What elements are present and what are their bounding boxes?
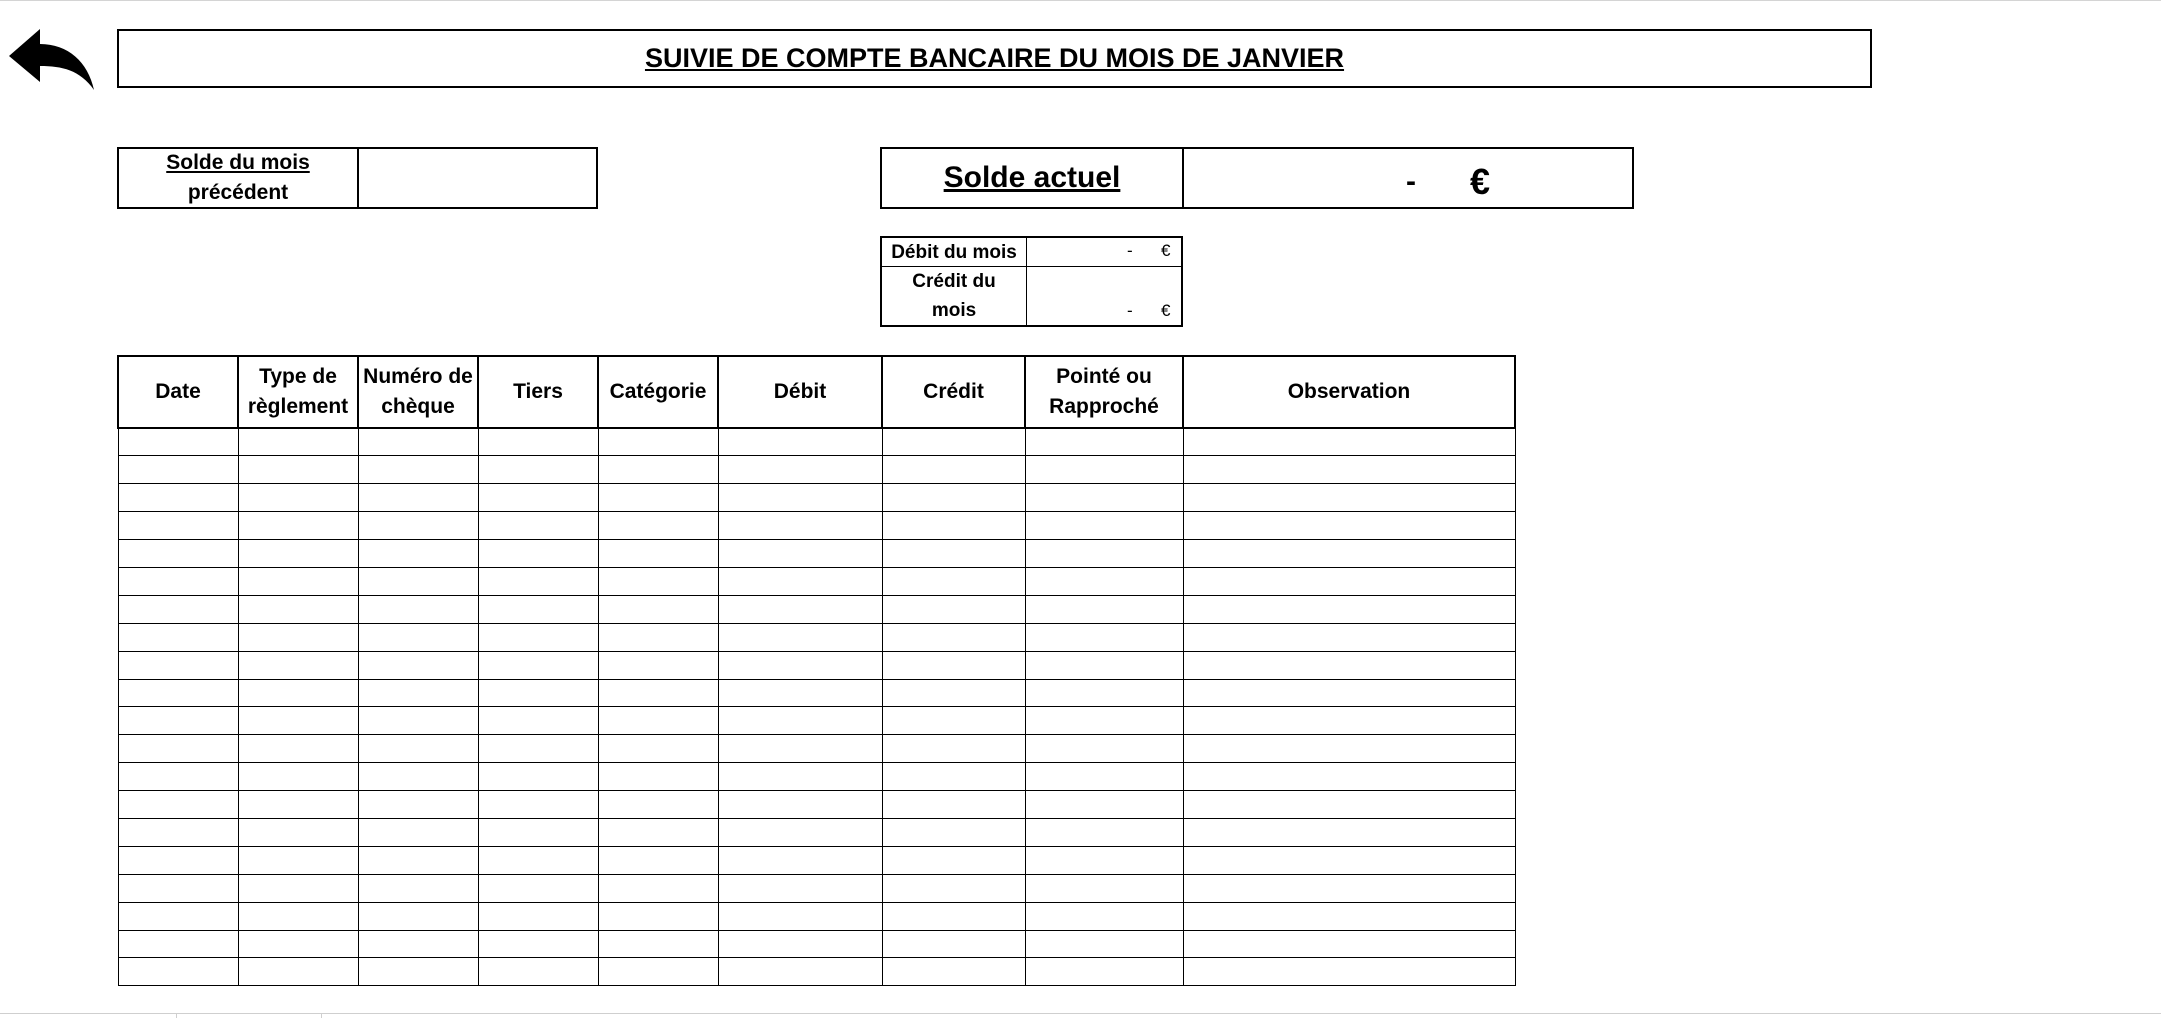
cell-reconciled[interactable] <box>1025 791 1183 819</box>
table-row <box>118 902 1515 930</box>
cell-debit[interactable] <box>718 651 882 679</box>
header-observation: Observation <box>1183 356 1515 428</box>
monthly-debit-label-cell <box>882 238 1027 266</box>
cell-credit[interactable] <box>882 791 1025 819</box>
monthly-credit-label-line1: Crédit du <box>912 271 996 292</box>
sheet-bottom-border <box>0 1013 2161 1014</box>
monthly-credit-row <box>882 267 1181 325</box>
cell-payment-type[interactable] <box>238 930 358 958</box>
cell-debit[interactable] <box>718 540 882 568</box>
cell-payment-type[interactable] <box>238 763 358 791</box>
table-row <box>118 567 1515 595</box>
cell-date[interactable] <box>118 735 238 763</box>
cell-date[interactable] <box>118 902 238 930</box>
table-row <box>118 735 1515 763</box>
cell-category[interactable] <box>598 846 718 874</box>
cell-observation[interactable] <box>1183 958 1515 986</box>
cell-observation[interactable] <box>1183 846 1515 874</box>
cell-category[interactable] <box>598 484 718 512</box>
cell-payment-type[interactable] <box>238 623 358 651</box>
cell-debit[interactable] <box>718 846 882 874</box>
cell-reconciled[interactable] <box>1025 707 1183 735</box>
cell-debit[interactable] <box>718 595 882 623</box>
cell-credit[interactable] <box>882 930 1025 958</box>
table-row <box>118 818 1515 846</box>
cell-debit[interactable] <box>718 456 882 484</box>
cell-payment-type[interactable] <box>238 902 358 930</box>
cell-cheque-number[interactable] <box>358 735 478 763</box>
current-balance-value: - <box>1406 165 1416 198</box>
table-row <box>118 874 1515 902</box>
ledger-body <box>118 428 1515 986</box>
cell-debit[interactable] <box>718 679 882 707</box>
cell-date[interactable] <box>118 512 238 540</box>
cell-category[interactable] <box>598 874 718 902</box>
cell-credit[interactable] <box>882 902 1025 930</box>
cell-reconciled[interactable] <box>1025 512 1183 540</box>
cell-debit[interactable] <box>718 623 882 651</box>
cell-date[interactable] <box>118 930 238 958</box>
cell-observation[interactable] <box>1183 707 1515 735</box>
cell-date[interactable] <box>118 763 238 791</box>
cell-cheque-number[interactable] <box>358 623 478 651</box>
cell-third-party[interactable] <box>478 958 598 986</box>
cell-category[interactable] <box>598 512 718 540</box>
cell-debit[interactable] <box>718 791 882 819</box>
header-debit: Débit <box>718 356 882 428</box>
monthly-debit-label: Débit du mois <box>891 241 1017 263</box>
table-row <box>118 679 1515 707</box>
cell-reconciled[interactable] <box>1025 428 1183 456</box>
cell-third-party[interactable] <box>478 428 598 456</box>
ledger-header-row <box>118 356 1515 428</box>
monthly-credit-value: - <box>1127 301 1133 320</box>
cell-third-party[interactable] <box>478 679 598 707</box>
current-balance-value-cell[interactable] <box>1184 149 1632 207</box>
table-row <box>118 763 1515 791</box>
cell-reconciled[interactable] <box>1025 540 1183 568</box>
cell-payment-type[interactable] <box>238 791 358 819</box>
cell-payment-type[interactable] <box>238 484 358 512</box>
cell-third-party[interactable] <box>478 735 598 763</box>
cell-date[interactable] <box>118 651 238 679</box>
cell-payment-type[interactable] <box>238 707 358 735</box>
cell-date[interactable] <box>118 484 238 512</box>
cell-third-party[interactable] <box>478 930 598 958</box>
cell-observation[interactable] <box>1183 567 1515 595</box>
cell-debit[interactable] <box>718 874 882 902</box>
cell-observation[interactable] <box>1183 902 1515 930</box>
cell-category[interactable] <box>598 679 718 707</box>
table-row <box>118 846 1515 874</box>
cell-credit[interactable] <box>882 735 1025 763</box>
cell-cheque-number[interactable] <box>358 902 478 930</box>
monthly-debit-value-cell[interactable] <box>1027 238 1181 266</box>
cell-cheque-number[interactable] <box>358 930 478 958</box>
cell-third-party[interactable] <box>478 512 598 540</box>
previous-balance-box <box>117 147 598 209</box>
cell-observation[interactable] <box>1183 735 1515 763</box>
cell-credit[interactable] <box>882 484 1025 512</box>
cell-third-party[interactable] <box>478 456 598 484</box>
cell-payment-type[interactable] <box>238 567 358 595</box>
header-category: Catégorie <box>598 356 718 428</box>
cell-credit[interactable] <box>882 874 1025 902</box>
cell-cheque-number[interactable] <box>358 651 478 679</box>
header-credit: Crédit <box>882 356 1025 428</box>
cell-observation[interactable] <box>1183 623 1515 651</box>
header-reconciled: Pointé ou Rapproché <box>1025 356 1183 428</box>
cell-credit[interactable] <box>882 623 1025 651</box>
cell-reconciled[interactable] <box>1025 818 1183 846</box>
cell-credit[interactable] <box>882 456 1025 484</box>
cell-reconciled[interactable] <box>1025 567 1183 595</box>
cell-category[interactable] <box>598 567 718 595</box>
cell-payment-type[interactable] <box>238 456 358 484</box>
sheet-tab-edge <box>176 1013 322 1018</box>
cell-third-party[interactable] <box>478 484 598 512</box>
cell-observation[interactable] <box>1183 540 1515 568</box>
cell-date[interactable] <box>118 874 238 902</box>
cell-reconciled[interactable] <box>1025 651 1183 679</box>
header-payment-type: Type de règlement <box>238 356 358 428</box>
cell-date[interactable] <box>118 595 238 623</box>
cell-observation[interactable] <box>1183 651 1515 679</box>
current-balance-label-cell <box>882 149 1184 207</box>
previous-balance-label-line1: Solde du mois <box>166 151 310 174</box>
cell-third-party[interactable] <box>478 707 598 735</box>
cell-third-party[interactable] <box>478 623 598 651</box>
cell-date[interactable] <box>118 623 238 651</box>
cell-third-party[interactable] <box>478 874 598 902</box>
cell-cheque-number[interactable] <box>358 456 478 484</box>
cell-credit[interactable] <box>882 707 1025 735</box>
cell-category[interactable] <box>598 818 718 846</box>
cell-credit[interactable] <box>882 651 1025 679</box>
cell-credit[interactable] <box>882 428 1025 456</box>
table-row <box>118 958 1515 986</box>
cell-reconciled[interactable] <box>1025 930 1183 958</box>
cell-debit[interactable] <box>718 428 882 456</box>
cell-credit[interactable] <box>882 595 1025 623</box>
monthly-debit-euro-icon: € <box>1161 241 1171 260</box>
window-top-border <box>0 0 2161 1</box>
cell-date[interactable] <box>118 958 238 986</box>
cell-credit[interactable] <box>882 763 1025 791</box>
cell-payment-type[interactable] <box>238 651 358 679</box>
table-row <box>118 595 1515 623</box>
cell-credit[interactable] <box>882 567 1025 595</box>
cell-debit[interactable] <box>718 763 882 791</box>
cell-payment-type[interactable] <box>238 679 358 707</box>
header-cheque-number: Numéro de chèque <box>358 356 478 428</box>
cell-credit[interactable] <box>882 512 1025 540</box>
cell-payment-type[interactable] <box>238 540 358 568</box>
cell-debit[interactable] <box>718 818 882 846</box>
cell-payment-type[interactable] <box>238 428 358 456</box>
cell-date[interactable] <box>118 818 238 846</box>
cell-payment-type[interactable] <box>238 958 358 986</box>
cell-credit[interactable] <box>882 540 1025 568</box>
cell-cheque-number[interactable] <box>358 707 478 735</box>
cell-debit[interactable] <box>718 707 882 735</box>
monthly-credit-label-cell <box>882 267 1027 325</box>
table-row <box>118 540 1515 568</box>
cell-observation[interactable] <box>1183 818 1515 846</box>
cell-payment-type[interactable] <box>238 735 358 763</box>
cell-cheque-number[interactable] <box>358 512 478 540</box>
cell-date[interactable] <box>118 679 238 707</box>
cell-cheque-number[interactable] <box>358 846 478 874</box>
cell-payment-type[interactable] <box>238 512 358 540</box>
previous-balance-value-cell[interactable] <box>359 149 596 207</box>
cell-reconciled[interactable] <box>1025 846 1183 874</box>
cell-reconciled[interactable] <box>1025 679 1183 707</box>
ledger-table-wrapper <box>117 355 1516 986</box>
table-row <box>118 484 1515 512</box>
cell-cheque-number[interactable] <box>358 874 478 902</box>
cell-reconciled[interactable] <box>1025 874 1183 902</box>
cell-category[interactable] <box>598 456 718 484</box>
sheet-title: SUIVIE DE COMPTE BANCAIRE DU MOIS DE JANVIER <box>644 43 1345 73</box>
cell-debit[interactable] <box>718 735 882 763</box>
monthly-credit-label-line2: mois <box>931 300 977 321</box>
cell-observation[interactable] <box>1183 595 1515 623</box>
cell-cheque-number[interactable] <box>358 484 478 512</box>
cell-date[interactable] <box>118 567 238 595</box>
cell-reconciled[interactable] <box>1025 902 1183 930</box>
cell-category[interactable] <box>598 930 718 958</box>
cell-third-party[interactable] <box>478 567 598 595</box>
cell-cheque-number[interactable] <box>358 567 478 595</box>
table-row <box>118 456 1515 484</box>
cell-date[interactable] <box>118 846 238 874</box>
cell-credit[interactable] <box>882 679 1025 707</box>
header-third-party: Tiers <box>478 356 598 428</box>
table-row <box>118 707 1515 735</box>
cell-category[interactable] <box>598 428 718 456</box>
table-row <box>118 428 1515 456</box>
cell-payment-type[interactable] <box>238 846 358 874</box>
cell-category[interactable] <box>598 735 718 763</box>
cell-third-party[interactable] <box>478 902 598 930</box>
table-row <box>118 651 1515 679</box>
cell-date[interactable] <box>118 791 238 819</box>
cell-payment-type[interactable] <box>238 595 358 623</box>
cell-category[interactable] <box>598 958 718 986</box>
monthly-debit-value: - <box>1127 241 1133 260</box>
cell-category[interactable] <box>598 707 718 735</box>
cell-third-party[interactable] <box>478 846 598 874</box>
current-balance-box <box>880 147 1634 209</box>
monthly-totals-box <box>880 236 1183 327</box>
cell-observation[interactable] <box>1183 456 1515 484</box>
cell-observation[interactable] <box>1183 791 1515 819</box>
previous-balance-label-line2: précédent <box>187 181 289 204</box>
cell-category[interactable] <box>598 623 718 651</box>
sheet-title-box <box>117 29 1872 88</box>
cell-debit[interactable] <box>718 902 882 930</box>
cell-third-party[interactable] <box>478 818 598 846</box>
table-row <box>118 512 1515 540</box>
monthly-credit-euro-icon: € <box>1161 301 1171 320</box>
cell-third-party[interactable] <box>478 540 598 568</box>
cell-third-party[interactable] <box>478 763 598 791</box>
previous-balance-label <box>119 149 359 207</box>
cell-observation[interactable] <box>1183 763 1515 791</box>
cell-category[interactable] <box>598 791 718 819</box>
cell-third-party[interactable] <box>478 651 598 679</box>
cell-reconciled[interactable] <box>1025 623 1183 651</box>
cell-cheque-number[interactable] <box>358 679 478 707</box>
header-date: Date <box>118 356 238 428</box>
cell-date[interactable] <box>118 540 238 568</box>
cell-debit[interactable] <box>718 567 882 595</box>
cell-cheque-number[interactable] <box>358 763 478 791</box>
cell-reconciled[interactable] <box>1025 763 1183 791</box>
cell-cheque-number[interactable] <box>358 958 478 986</box>
cell-reconciled[interactable] <box>1025 595 1183 623</box>
cell-date[interactable] <box>118 428 238 456</box>
cell-cheque-number[interactable] <box>358 791 478 819</box>
cell-credit[interactable] <box>882 846 1025 874</box>
cell-cheque-number[interactable] <box>358 428 478 456</box>
cell-reconciled[interactable] <box>1025 456 1183 484</box>
back-arrow-icon[interactable] <box>6 26 96 96</box>
cell-date[interactable] <box>118 707 238 735</box>
cell-observation[interactable] <box>1183 484 1515 512</box>
table-row <box>118 791 1515 819</box>
cell-debit[interactable] <box>718 512 882 540</box>
table-row <box>118 623 1515 651</box>
cell-debit[interactable] <box>718 484 882 512</box>
cell-payment-type[interactable] <box>238 818 358 846</box>
cell-category[interactable] <box>598 902 718 930</box>
cell-reconciled[interactable] <box>1025 484 1183 512</box>
table-row <box>118 930 1515 958</box>
cell-date[interactable] <box>118 456 238 484</box>
cell-observation[interactable] <box>1183 428 1515 456</box>
cell-debit[interactable] <box>718 958 882 986</box>
cell-observation[interactable] <box>1183 930 1515 958</box>
current-balance-euro-icon: € <box>1470 161 1491 202</box>
cell-observation[interactable] <box>1183 874 1515 902</box>
cell-reconciled[interactable] <box>1025 735 1183 763</box>
cell-category[interactable] <box>598 763 718 791</box>
cell-cheque-number[interactable] <box>358 818 478 846</box>
cell-cheque-number[interactable] <box>358 595 478 623</box>
cell-category[interactable] <box>598 595 718 623</box>
cell-category[interactable] <box>598 540 718 568</box>
cell-credit[interactable] <box>882 958 1025 986</box>
monthly-credit-value-cell[interactable] <box>1027 267 1181 325</box>
cell-observation[interactable] <box>1183 512 1515 540</box>
monthly-debit-row <box>882 238 1181 267</box>
cell-debit[interactable] <box>718 930 882 958</box>
cell-credit[interactable] <box>882 818 1025 846</box>
current-balance-label: Solde actuel <box>943 161 1121 194</box>
ledger-table <box>117 355 1516 986</box>
cell-payment-type[interactable] <box>238 874 358 902</box>
cell-reconciled[interactable] <box>1025 958 1183 986</box>
cell-third-party[interactable] <box>478 595 598 623</box>
cell-third-party[interactable] <box>478 791 598 819</box>
cell-cheque-number[interactable] <box>358 540 478 568</box>
cell-category[interactable] <box>598 651 718 679</box>
cell-observation[interactable] <box>1183 679 1515 707</box>
